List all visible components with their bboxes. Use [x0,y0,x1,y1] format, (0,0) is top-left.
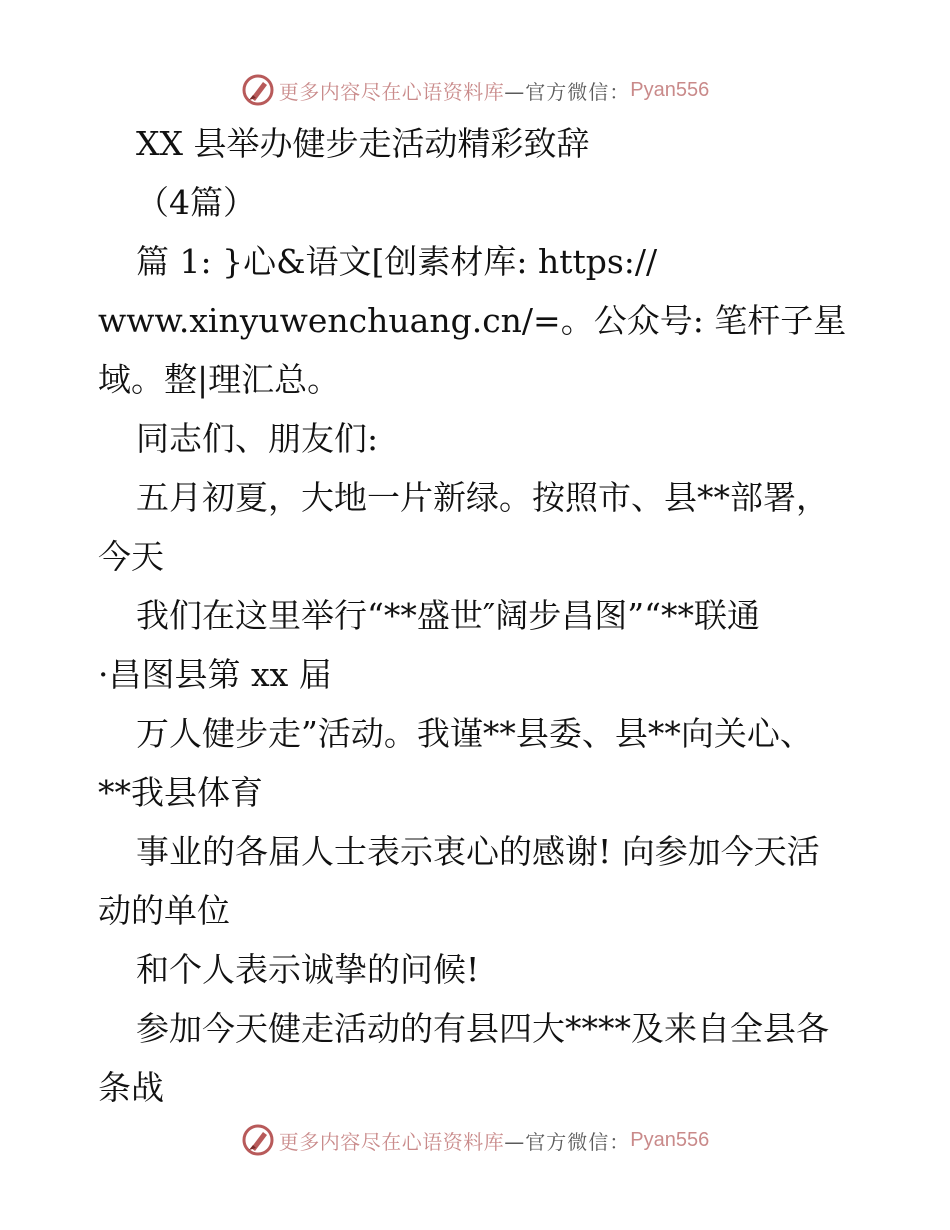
paragraph-line: 和个人表示诚挚的问候! [136,950,480,989]
paragraph-line: 篇 1: }心&语文[创素材库: https:// [136,242,658,281]
paragraph-line: 域。整|理汇总。 [98,360,341,399]
document-body [98,114,878,1117]
watermark-sub-text: —官方微信： [504,1129,631,1154]
paragraph-line: 事业的各届人士表示衷心的感谢! 向参加今天活 [136,832,820,871]
watermark-group [241,1123,709,1157]
footer-watermark [0,1120,950,1160]
document-subtitle: （4篇） [136,183,256,222]
watermark-wechat-id: Pyan556 [630,78,710,101]
paragraph-line: 动的单位 [98,891,230,930]
salutation: 同志们、朋友们: [136,419,379,458]
watermark-main-text: 更多内容尽在心语资料库 [278,1129,505,1154]
paragraph-line: 五月初夏，大地一片新绿。按照市、县**部署， [136,478,829,517]
paragraph-line: ·昌图县第 xx 届 [98,655,332,694]
paragraph-line: 万人健步走”活动。我谨**县委、县**向关心、 [136,714,813,753]
paragraph-line: **我县体育 [98,773,263,812]
watermark-main-text: 更多内容尽在心语资料库 [278,79,505,104]
header-watermark [0,70,950,110]
pen-circle-logo-icon [241,73,275,107]
paragraph-line: 今天 [98,537,164,576]
paragraph-line: 我们在这里举行“**盛世″阔步昌图”“**联通 [136,596,760,635]
watermark-wechat-id: Pyan556 [630,1128,710,1151]
watermark-group [241,73,709,107]
paragraph-line: 条战 [98,1068,164,1107]
pen-circle-logo-icon [241,1123,275,1157]
document-title: XX 县举办健步走活动精彩致辞 [136,124,590,163]
paragraph-line: 参加今天健走活动的有县四大****及来自全县各 [136,1009,829,1048]
paragraph-line: www.xinyuwenchuang.cn/=。公众号: 笔杆子星 [98,301,847,340]
watermark-sub-text: —官方微信： [504,79,631,104]
